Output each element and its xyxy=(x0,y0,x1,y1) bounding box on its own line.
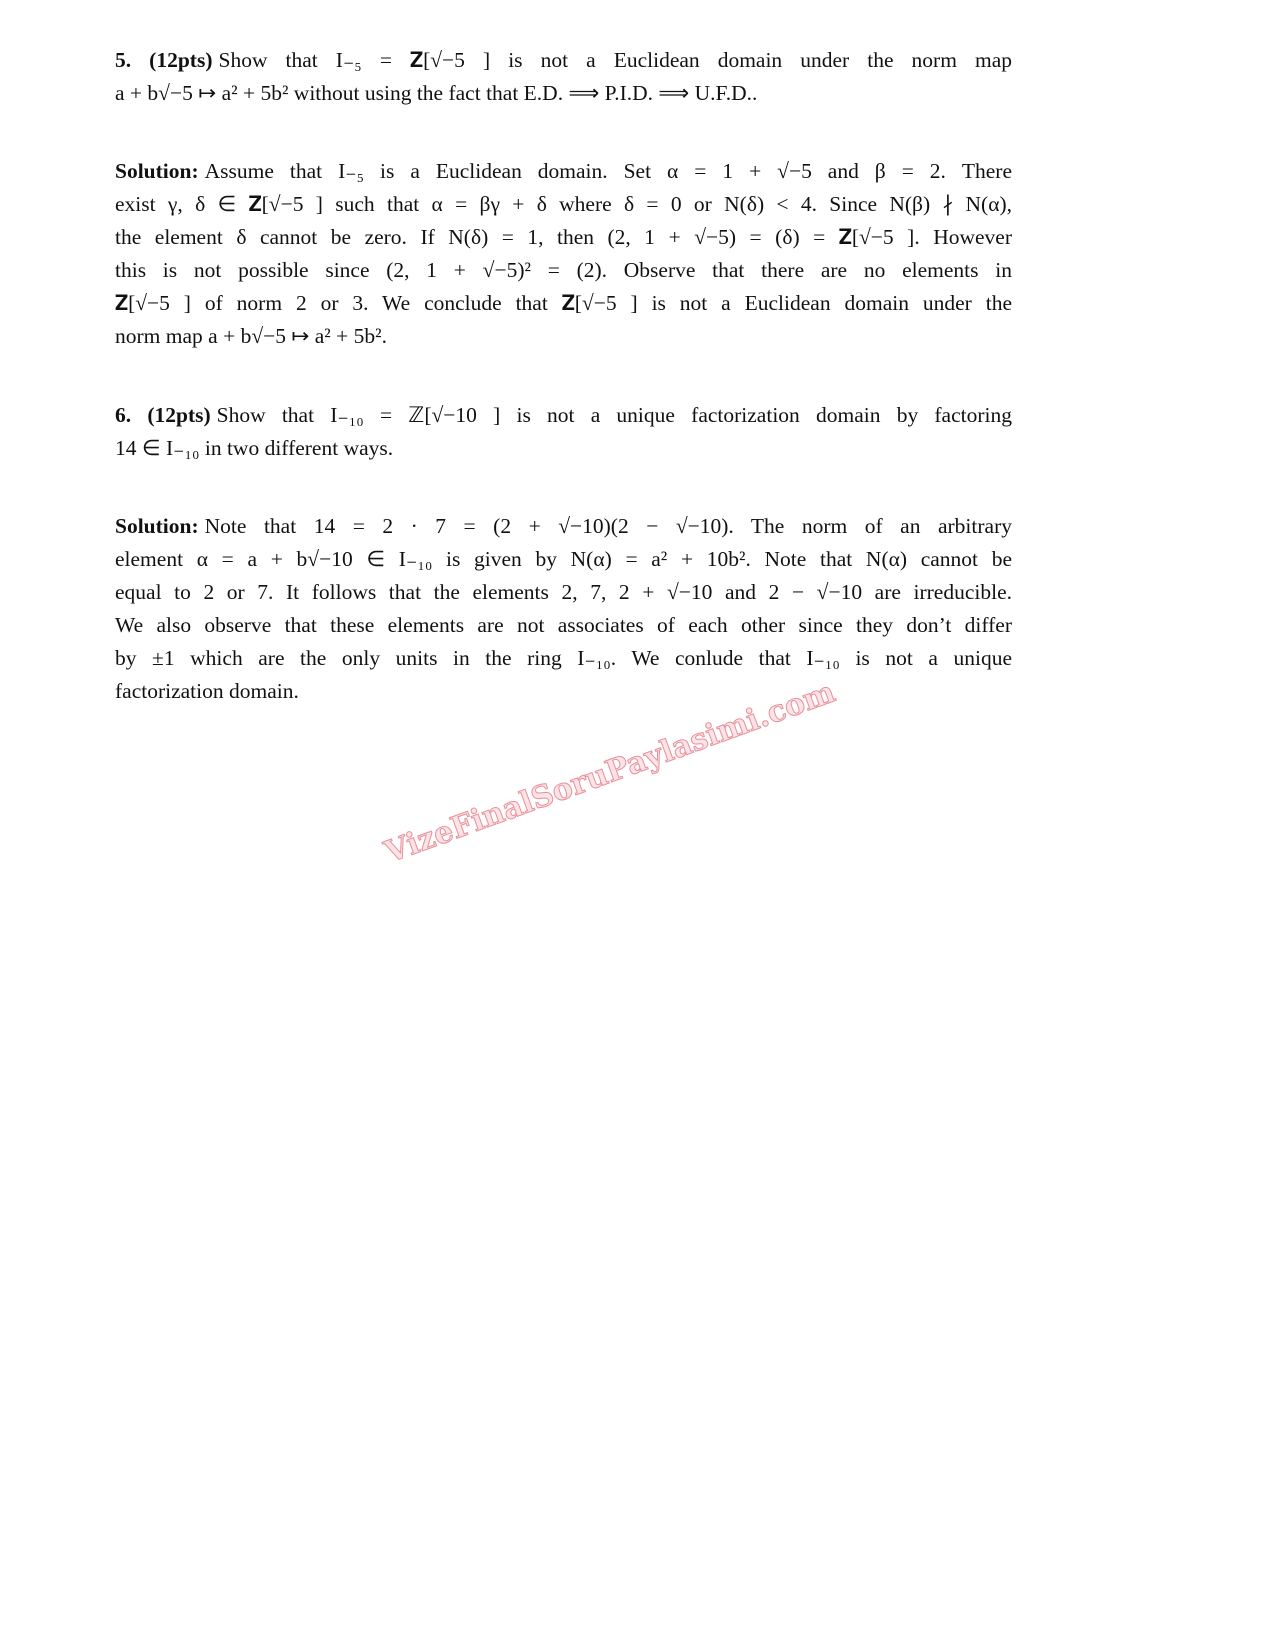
text: Assume that I₋₅ is a Euclidean domain. Set α = 1 + √−5 and β = 2. There xyxy=(204,159,1012,183)
solution-5-line-1 xyxy=(115,155,1012,188)
problem-6-line-2: 14 ∈ I₋₁₀ in two different ways. xyxy=(115,436,394,460)
solution-6-line-3: equal to 2 or 7. It follows that the elements 2, 7, 2 + √−10 and 2 − √−10 are irreducible. xyxy=(115,580,1012,604)
solution-5-line-4: this is not possible since (2, 1 + √−5)² = (2). Observe that there are no elements in xyxy=(115,258,1012,282)
problem-5 xyxy=(115,44,1012,110)
solution-5-line-2: exist γ, δ ∈ 𝐙[√−5 ] such that α = βγ + δ where δ = 0 or N(δ) < 4. Since N(β) ∤ N(α), xyxy=(115,192,1012,216)
problem-5-label: 5. (12pts) xyxy=(115,48,213,72)
watermark: VizeFinalSoruPaylasimi.com xyxy=(380,674,840,871)
text: Show that I₋₅ = 𝐙[√−5 ] is not a Euclidean domain under the norm map xyxy=(218,48,1012,72)
problem-5-line-2: a + b√−5 ↦ a² + 5b² without using the fact that E.D. ⟹ P.I.D. ⟹ U.F.D.. xyxy=(115,81,758,105)
solution-6 xyxy=(115,510,1012,708)
solution-6-line-5: by ±1 which are the only units in the ring I₋₁₀. We conlude that I₋₁₀ is not a unique xyxy=(115,646,1012,670)
solution-5 xyxy=(115,155,1012,353)
problem-6-line-1 xyxy=(115,399,1012,432)
solution-5-line-6: norm map a + b√−5 ↦ a² + 5b². xyxy=(115,324,387,348)
problem-6 xyxy=(115,399,1012,465)
solution-6-line-2: element α = a + b√−10 ∈ I₋₁₀ is given by N(α) = a² + 10b². Note that N(α) cannot be xyxy=(115,547,1012,571)
solution-6-line-6: factorization domain. xyxy=(115,679,299,703)
solution-6-line-1 xyxy=(115,510,1012,543)
problem-6-label: 6. (12pts) xyxy=(115,403,211,427)
solution-5-label: Solution: xyxy=(115,159,199,183)
solution-5-line-3: the element δ cannot be zero. If N(δ) = 1, then (2, 1 + √−5) = (δ) = 𝐙[√−5 ]. However xyxy=(115,225,1012,249)
text: Show that I₋₁₀ = ℤ[√−10 ] is not a unique factorization domain by factoring xyxy=(216,403,1012,427)
problem-5-line-1 xyxy=(115,44,1012,77)
solution-5-line-5: 𝐙[√−5 ] of norm 2 or 3. We conclude that 𝐙[√−5 ] is not a Euclidean domain under the xyxy=(115,291,1012,315)
text: Note that 14 = 2 · 7 = (2 + √−10)(2 − √−10). The norm of an arbitrary xyxy=(204,514,1012,538)
solution-6-label: Solution: xyxy=(115,514,199,538)
solution-6-line-4: We also observe that these elements are not associates of each other since they don’t differ xyxy=(115,613,1012,637)
